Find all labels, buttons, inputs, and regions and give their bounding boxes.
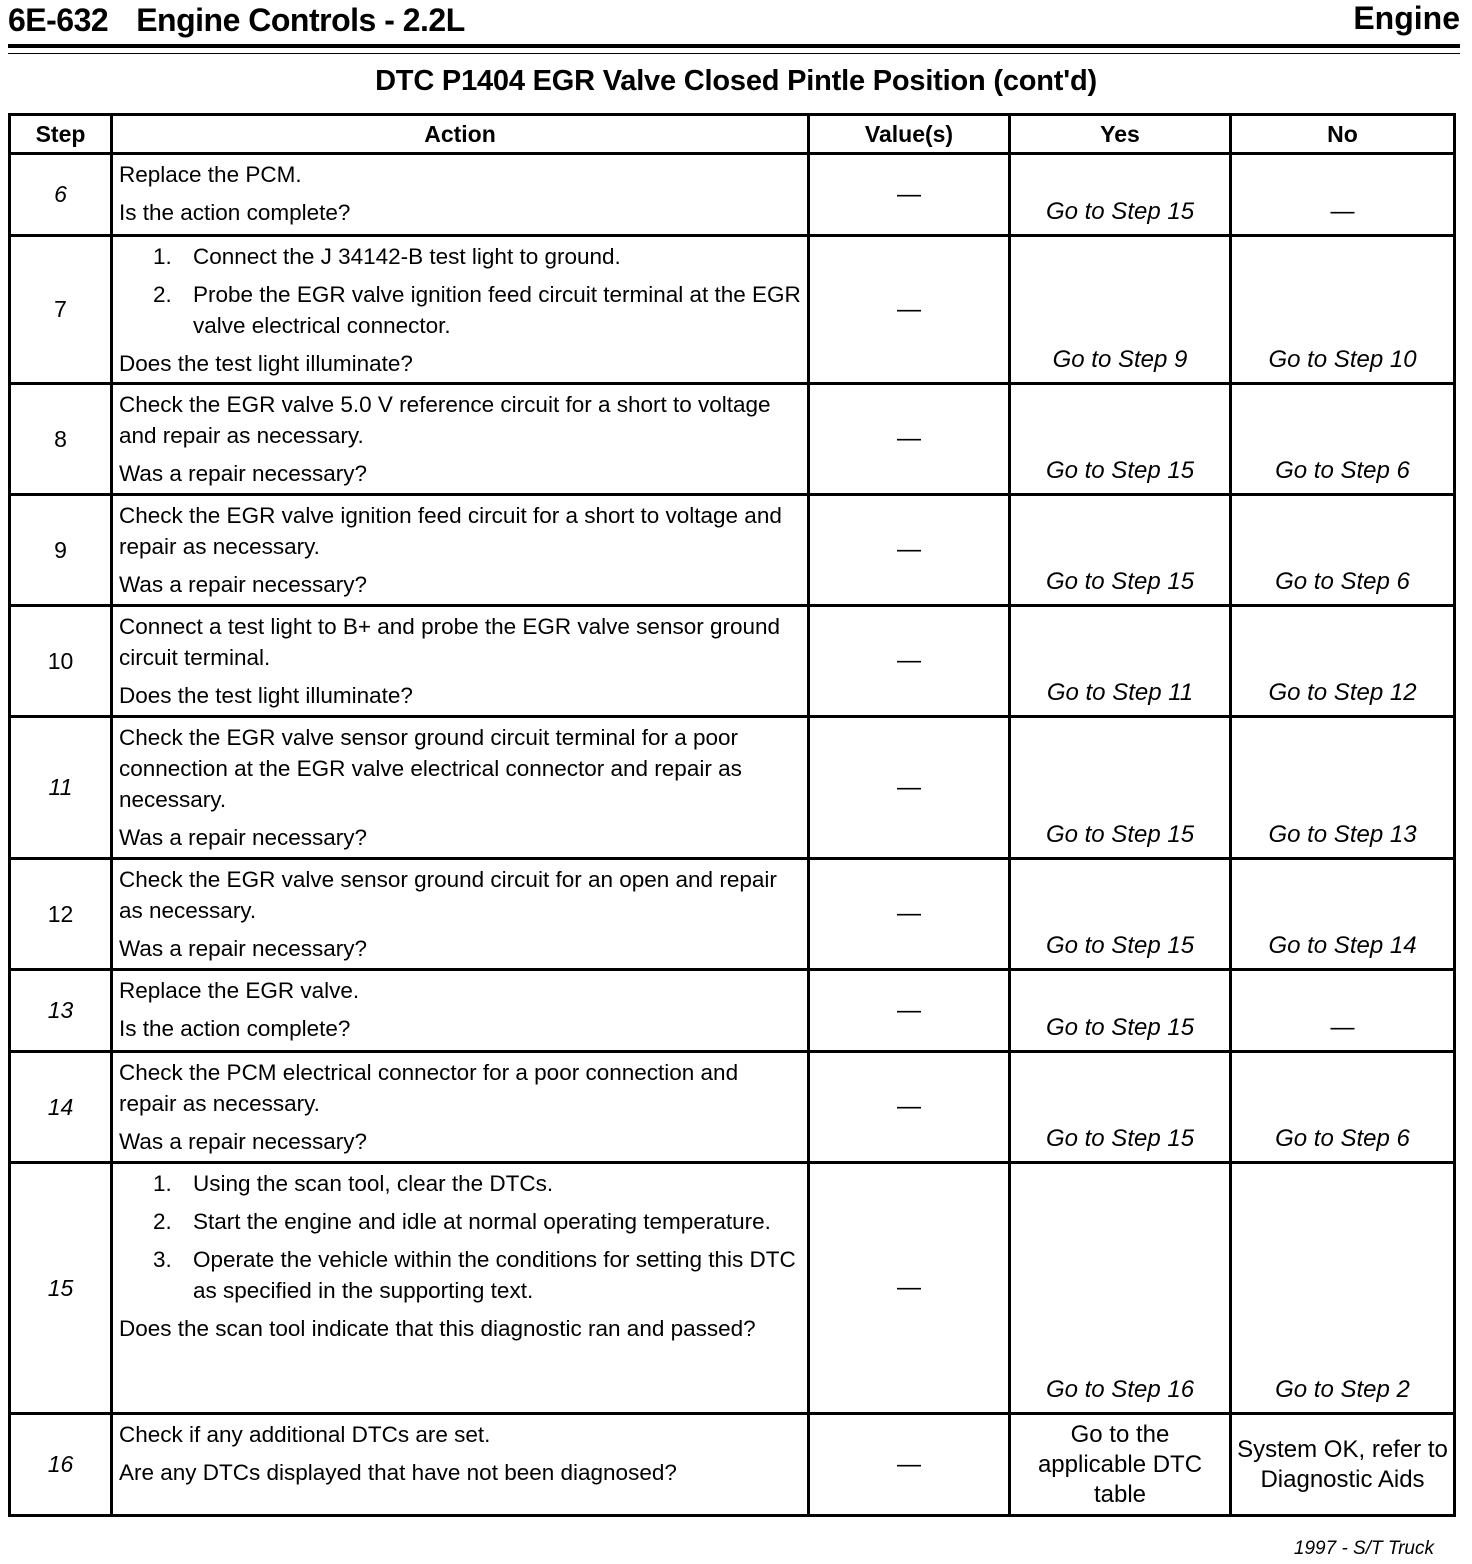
header-left	[8, 2, 465, 39]
no-cell: Go to Step 2	[1231, 1163, 1455, 1414]
action-text: Check the PCM electrical connector for a poor connection and repair as necessary.	[119, 1060, 739, 1116]
action-step	[119, 241, 801, 272]
table-row	[10, 1163, 1455, 1414]
action-text: Check the EGR valve sensor ground circuit for an open and repair as necessary.	[119, 867, 777, 923]
table-row	[10, 1052, 1455, 1163]
table-title: DTC P1404 EGR Valve Closed Pintle Position (cont'd)	[375, 65, 1097, 97]
action-steps-list	[119, 241, 801, 341]
action-step	[119, 1244, 801, 1306]
value-cell: —	[809, 495, 1010, 606]
value-cell: —	[809, 970, 1010, 1052]
action-text: Does the test light illuminate?	[119, 683, 413, 708]
yes-cell: Go to Step 15	[1010, 859, 1231, 970]
column-header-step: Step	[10, 115, 112, 154]
action-text: Connect a test light to B+ and probe the EGR valve sensor ground circuit terminal.	[119, 614, 781, 670]
action-cell	[112, 717, 809, 859]
no-cell: Go to Step 6	[1231, 495, 1455, 606]
table-row	[10, 384, 1455, 495]
action-text: Check if any additional DTCs are set.	[119, 1422, 491, 1447]
step-number: 8	[10, 384, 112, 495]
yes-cell: Go to Step 15	[1010, 717, 1231, 859]
value-cell: —	[809, 384, 1010, 495]
no-cell: —	[1231, 154, 1455, 236]
action-text: Was a repair necessary?	[119, 461, 368, 486]
step-number: 10	[10, 606, 112, 717]
table-header-row	[10, 115, 1455, 154]
table-row	[10, 970, 1455, 1052]
diagnostic-table	[8, 113, 1456, 1517]
action-step-text: Connect the J 34142-B test light to ground.	[193, 244, 621, 269]
action-cell	[112, 1163, 809, 1414]
yes-cell: Go to Step 15	[1010, 970, 1231, 1052]
action-step-text: Start the engine and idle at normal operating temperature.	[193, 1209, 771, 1234]
column-header-no: No	[1231, 115, 1455, 154]
value-cell: —	[809, 154, 1010, 236]
table-row	[10, 717, 1455, 859]
action-text: Was a repair necessary?	[119, 936, 368, 961]
action-text: Does the test light illuminate?	[119, 351, 413, 376]
action-step	[119, 1206, 801, 1237]
no-cell: Go to Step 14	[1231, 859, 1455, 970]
no-cell: Go to Step 6	[1231, 1052, 1455, 1163]
action-step-text: Using the scan tool, clear the DTCs.	[193, 1171, 554, 1196]
action-text: Replace the PCM.	[119, 162, 302, 187]
action-cell	[112, 1052, 809, 1163]
column-header-values: Value(s)	[809, 115, 1010, 154]
no-cell: Go to Step 10	[1231, 236, 1455, 384]
no-cell: Go to Step 6	[1231, 384, 1455, 495]
action-step-number: 2.	[153, 282, 172, 307]
action-step-number: 1.	[153, 1171, 172, 1196]
yes-cell: Go to Step 15	[1010, 384, 1231, 495]
value-cell: —	[809, 717, 1010, 859]
action-text: Is the action complete?	[119, 200, 351, 225]
yes-cell: Go to Step 15	[1010, 495, 1231, 606]
column-header-action: Action	[112, 115, 809, 154]
action-text: Check the EGR valve ignition feed circuit for a short to voltage and repair as necessary.	[119, 503, 782, 559]
action-step	[119, 1168, 801, 1199]
action-text: Are any DTCs displayed that have not been diagnosed?	[119, 1460, 677, 1485]
step-number: 12	[10, 859, 112, 970]
table-row	[10, 154, 1455, 236]
action-text: Check the EGR valve sensor ground circuit terminal for a poor connection at the EGR valve electrical connector and repair as necessary.	[119, 725, 742, 812]
table-row	[10, 495, 1455, 606]
action-step-number: 1.	[153, 244, 172, 269]
table-row	[10, 236, 1455, 384]
action-cell	[112, 1414, 809, 1516]
yes-cell: Go to Step 16	[1010, 1163, 1231, 1414]
action-cell	[112, 606, 809, 717]
action-step	[119, 279, 801, 341]
action-steps-list	[119, 1168, 801, 1306]
value-cell: —	[809, 859, 1010, 970]
value-cell: —	[809, 606, 1010, 717]
value-cell: —	[809, 1414, 1010, 1516]
action-cell	[112, 859, 809, 970]
action-cell	[112, 495, 809, 606]
step-number: 13	[10, 970, 112, 1052]
no-cell: Go to Step 12	[1231, 606, 1455, 717]
step-number: 14	[10, 1052, 112, 1163]
section-name: Engine	[1353, 0, 1460, 36]
action-text: Was a repair necessary?	[119, 572, 368, 597]
action-text: Was a repair necessary?	[119, 825, 368, 850]
step-number: 9	[10, 495, 112, 606]
step-number: 7	[10, 236, 112, 384]
page-footer: 1997 - S/T Truck	[1293, 1538, 1434, 1559]
header-divider	[8, 53, 1460, 54]
action-step-text: Probe the EGR valve ignition feed circuit terminal at the EGR valve electrical connector.	[193, 282, 801, 338]
action-step-text: Operate the vehicle within the conditions for setting this DTC as specified in the supporting text.	[193, 1247, 796, 1303]
yes-cell: Go to Step 15	[1010, 1052, 1231, 1163]
step-number: 6	[10, 154, 112, 236]
section-title: Engine Controls - 2.2L	[136, 2, 465, 38]
action-cell	[112, 384, 809, 495]
yes-cell: Go to Step 15	[1010, 154, 1231, 236]
no-cell: Go to Step 13	[1231, 717, 1455, 859]
page-code: 6E-632	[8, 2, 109, 38]
no-cell: —	[1231, 970, 1455, 1052]
value-cell: —	[809, 1052, 1010, 1163]
step-number: 11	[10, 717, 112, 859]
action-cell	[112, 970, 809, 1052]
value-cell: —	[809, 1163, 1010, 1414]
table-row	[10, 606, 1455, 717]
table-row	[10, 1414, 1455, 1516]
action-text: Does the scan tool indicate that this diagnostic ran and passed?	[119, 1316, 756, 1341]
action-text: Was a repair necessary?	[119, 1129, 368, 1154]
action-text: Is the action complete?	[119, 1016, 351, 1041]
no-cell: System OK, refer to Diagnostic Aids	[1231, 1414, 1455, 1516]
step-number: 15	[10, 1163, 112, 1414]
action-text: Check the EGR valve 5.0 V reference circuit for a short to voltage and repair as necessary.	[119, 392, 771, 448]
action-cell	[112, 154, 809, 236]
step-number: 16	[10, 1414, 112, 1516]
yes-cell: Go to Step 9	[1010, 236, 1231, 384]
column-header-yes: Yes	[1010, 115, 1231, 154]
table-row	[10, 859, 1455, 970]
value-cell: —	[809, 236, 1010, 384]
yes-cell: Go to the applicable DTC table	[1010, 1414, 1231, 1516]
action-text: Replace the EGR valve.	[119, 978, 360, 1003]
page-header	[8, 0, 1460, 48]
yes-cell: Go to Step 11	[1010, 606, 1231, 717]
action-step-number: 3.	[153, 1247, 172, 1272]
action-step-number: 2.	[153, 1209, 172, 1234]
action-cell	[112, 236, 809, 384]
